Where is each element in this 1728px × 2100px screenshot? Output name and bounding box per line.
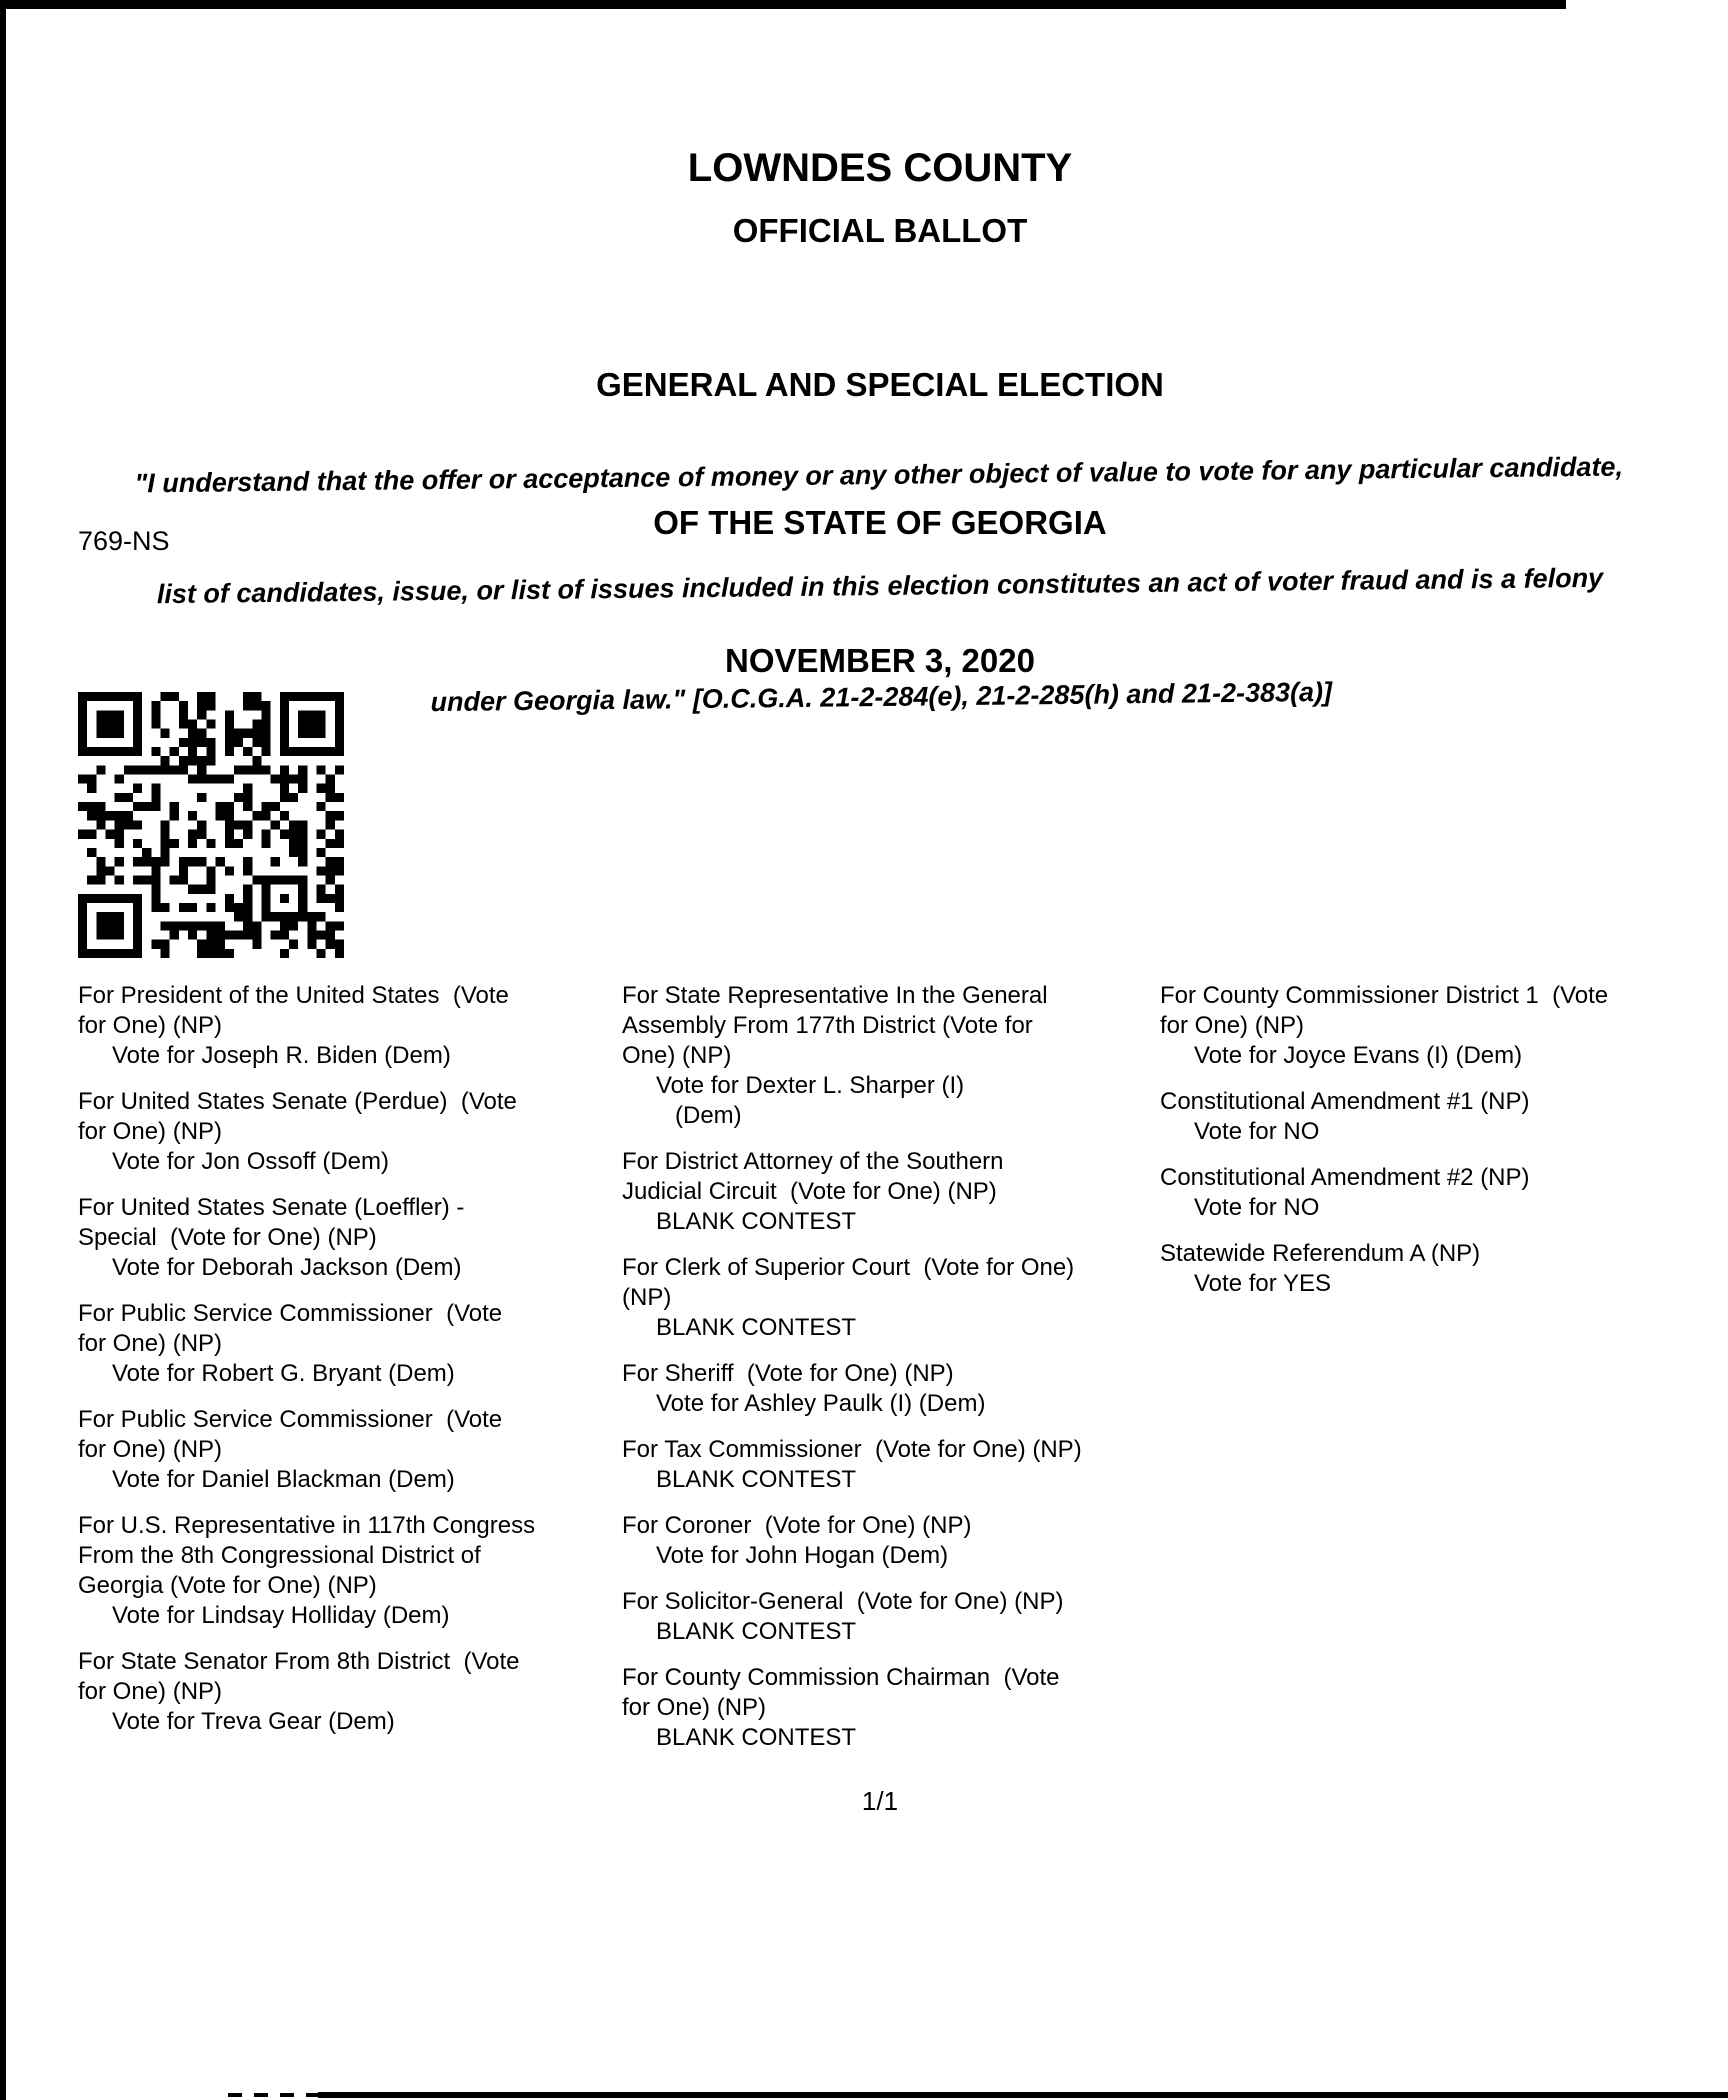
contest-title-line: For Sheriff (Vote for One) (NP) [622,1360,954,1387]
contest-choice-line: BLANK CONTEST [656,1618,857,1645]
contest-title-line: For Public Service Commissioner (Vote [78,1300,503,1327]
contest-title-line: For Solicitor-General (Vote for One) (NP) [622,1588,1064,1615]
contest-choice-line: Vote for Deborah Jackson (Dem) [112,1254,462,1281]
contest-choice-line: Vote for Joseph R. Biden (Dem) [112,1042,451,1069]
county-title: LOWNDES COUNTY [687,146,1073,190]
contest-choice-line: Vote for Joyce Evans (I) (Dem) [1194,1042,1523,1069]
contest-title-line: for One) (NP) [78,1118,223,1145]
contest [78,1087,620,1177]
contest-title-line: One) (NP) [622,1042,732,1069]
contest-choice-line: Vote for YES [1194,1270,1331,1297]
contest-title-line: For Coroner (Vote for One) (NP) [622,1512,972,1539]
contest-choice-line: BLANK CONTEST [656,1724,857,1751]
contest [622,1147,1162,1237]
qr-code [78,692,344,958]
contest [622,1359,1162,1419]
contest [622,1253,1162,1343]
contest-title-line: For United States Senate (Perdue) (Vote [78,1088,517,1115]
contest-choice-line: Vote for NO [1194,1194,1320,1221]
election-title-line: NOVEMBER 3, 2020 [725,642,1035,679]
contest-title-line: for One) (NP) [78,1012,223,1039]
ballot-type-title: OFFICIAL BALLOT [732,212,1028,249]
contest-title-line: Georgia (Vote for One) (NP) [78,1572,377,1599]
scan-artifact-top-bar [0,0,1566,9]
contest-choice-line: Vote for NO [1194,1118,1320,1145]
contest-choice-line: Vote for Jon Ossoff (Dem) [112,1148,389,1175]
contest [622,1511,1162,1571]
contest-title-line: For Public Service Commissioner (Vote [78,1406,503,1433]
contest-title-line: (NP) [622,1284,672,1311]
contest-choice-line: (Dem) [675,1102,742,1129]
contest-title-line: For State Representative In the General [622,982,1048,1009]
disclaimer-line: "I understand that the offer or acceptance of money or any other object of value to vote for any particular candidate, [134,451,1624,499]
contest-title-line: For President of the United States (Vote [78,982,509,1009]
contest [78,1193,620,1283]
contest [622,1587,1162,1647]
contest-title-line: For County Commission Chairman (Vote [622,1664,1060,1691]
scan-artifact-bottom-bar [318,2092,1728,2098]
contest-column-1 [78,981,620,1753]
contest [1160,1087,1728,1147]
contest [78,1299,620,1389]
contest [78,1405,620,1495]
contest-choice-line: Vote for Daniel Blackman (Dem) [112,1466,455,1493]
contest-choice-line: Vote for Treva Gear (Dem) [112,1708,395,1735]
contest [1160,981,1728,1071]
contest-title-line: for One) (NP) [622,1694,767,1721]
contest-title-line: for One) (NP) [1160,1012,1305,1039]
contest-title-line: for One) (NP) [78,1330,223,1357]
scan-artifact-left-bar [0,0,6,2100]
contest-title-line: For Clerk of Superior Court (Vote for One) [622,1254,1075,1281]
contest-column-2 [622,981,1162,1769]
contest [1160,1239,1728,1299]
contest-choice-line: Vote for John Hogan (Dem) [656,1542,949,1569]
contest-title-line: for One) (NP) [78,1678,223,1705]
election-title-line: GENERAL AND SPECIAL ELECTION [596,366,1164,403]
contest-choice-line: Vote for Ashley Paulk (I) (Dem) [656,1390,986,1417]
contest-choice-line: BLANK CONTEST [656,1466,857,1493]
contest-title-line: Special (Vote for One) (NP) [78,1224,377,1251]
contest-choice-line: Vote for Dexter L. Sharper (I) [656,1072,965,1099]
contest-column-3 [1160,981,1728,1315]
contest-title-line: For County Commissioner District 1 (Vote [1160,982,1609,1009]
contest-choice-line: BLANK CONTEST [656,1314,857,1341]
contest [78,1647,620,1737]
contest-title-line: Statewide Referendum A (NP) [1160,1240,1481,1267]
contest-choice-line: BLANK CONTEST [656,1208,857,1235]
precinct-code: 769-NS [78,526,170,556]
contest-title-line: Assembly From 177th District (Vote for [622,1012,1033,1039]
contest-title-line: Constitutional Amendment #2 (NP) [1160,1164,1530,1191]
disclaimer-line: under Georgia law." [O.C.G.A. 21-2-284(e), 21-2-285(h) and 21-2-383(a)] [430,676,1333,718]
contest-title-line: Judicial Circuit (Vote for One) (NP) [622,1178,997,1205]
contest [78,981,620,1071]
contest [622,1435,1162,1495]
contest [1160,1163,1728,1223]
contest-choice-line: Vote for Robert G. Bryant (Dem) [112,1360,455,1387]
contest-title-line: For U.S. Representative in 117th Congress [78,1512,536,1539]
contest-choice-line: Vote for Lindsay Holliday (Dem) [112,1602,450,1629]
contest-title-line: For Tax Commissioner (Vote for One) (NP) [622,1436,1082,1463]
contest [622,981,1162,1131]
contest-title-line: Constitutional Amendment #1 (NP) [1160,1088,1530,1115]
contest [622,1663,1162,1753]
contest-title-line: For District Attorney of the Southern [622,1148,1004,1175]
contest-title-line: for One) (NP) [78,1436,223,1463]
contest-title-line: From the 8th Congressional District of [78,1542,481,1569]
election-title-line: OF THE STATE OF GEORGIA [653,504,1107,541]
contest-title-line: For United States Senate (Loeffler) - [78,1194,465,1221]
contest [78,1511,620,1631]
page-number: 1/1 [861,1786,899,1816]
scan-artifact-bottom-dashes [228,2093,320,2097]
contest-title-line: For State Senator From 8th District (Vote [78,1648,520,1675]
disclaimer-line: list of candidates, issue, or list of issues included in this election constitutes an act of voter fraud and is a felony [156,562,1604,610]
